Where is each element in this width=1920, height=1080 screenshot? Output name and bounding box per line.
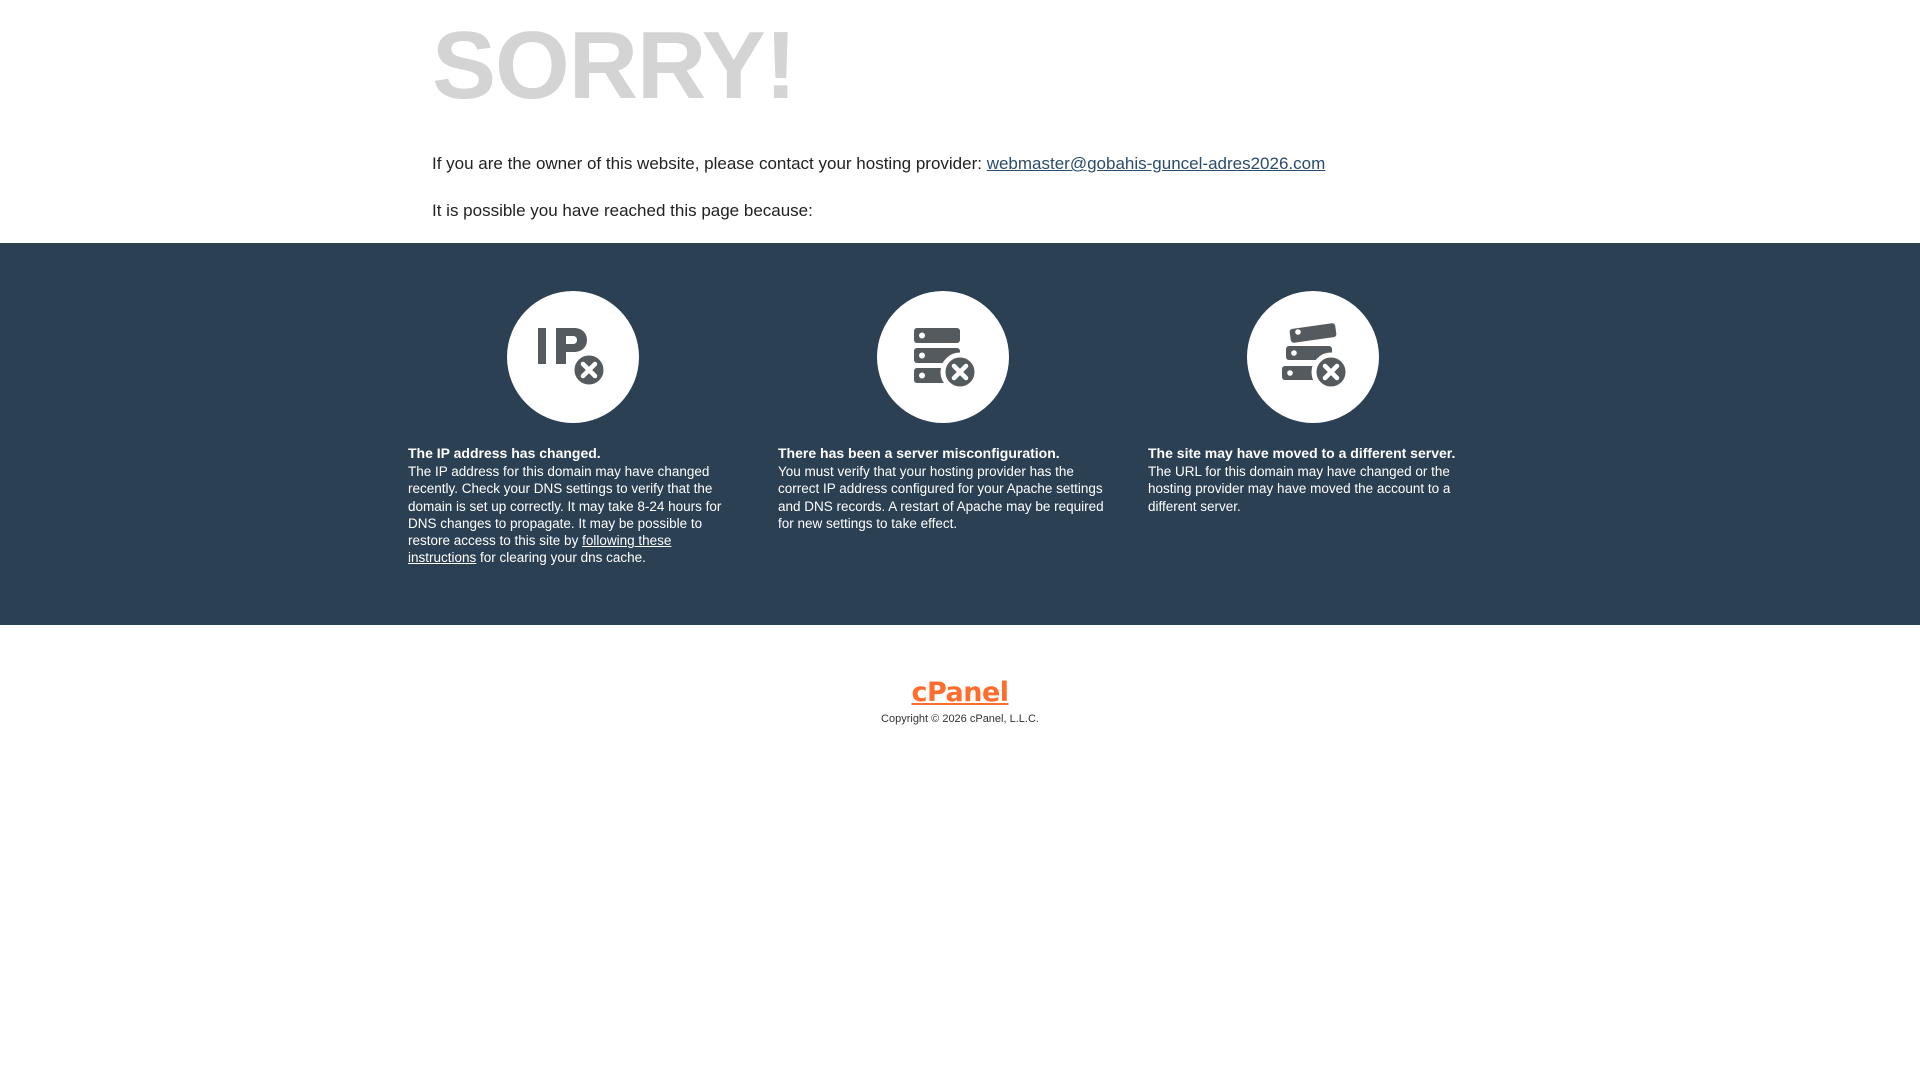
cpanel-logo[interactable]: cPanel — [911, 676, 1009, 708]
reasons-band — [0, 243, 1920, 625]
reason-card-site-moved — [1148, 291, 1478, 567]
reason-body: You must verify that your hosting provider has the correct IP address configured for your Apache settings and DNS records. A restart of Apache may be required for new settings to take effect. — [778, 464, 1104, 531]
owner-contact-text: If you are the owner of this website, please contact your hosting provider: — [432, 154, 982, 173]
reason-body-text: The IP address for this domain may have changed recently. Check your DNS settings to verify that the domain is set up correctly. It may take 8-24 hours for DNS changes to propagate. It may be possible to restore access to this site by — [408, 464, 722, 549]
footer — [0, 625, 1920, 725]
copyright-text: Copyright © 2026 cPanel, L.L.C. — [881, 712, 1039, 725]
server-moved-icon — [1247, 291, 1379, 423]
reason-body — [408, 463, 738, 567]
reason-intro-line: It is possible you have reached this page because: — [432, 201, 813, 220]
reason-body: The URL for this domain may have changed or the hosting provider may have moved the account to a different server. — [1148, 464, 1451, 514]
webmaster-email-link[interactable]: webmaster@gobahis-guncel-adres2026.com — [986, 154, 1326, 173]
page-title: SORRY! — [432, 12, 796, 119]
reason-heading: The IP address has changed. — [408, 445, 601, 461]
owner-contact-line — [432, 154, 1776, 174]
clear-dns-cache-link[interactable]: following these instructions — [408, 533, 672, 566]
reason-card-server-misconfiguration — [778, 291, 1108, 567]
reason-heading: The site may have moved to a different server. — [1148, 445, 1456, 461]
ip-address-error-icon — [507, 291, 639, 423]
reason-card-ip-changed — [408, 291, 738, 567]
server-misconfiguration-icon — [877, 291, 1009, 423]
reason-body-text-after: for clearing your dns cache. — [476, 550, 646, 566]
reason-heading: There has been a server misconfiguration. — [778, 445, 1060, 461]
hero-section — [0, 0, 1920, 243]
